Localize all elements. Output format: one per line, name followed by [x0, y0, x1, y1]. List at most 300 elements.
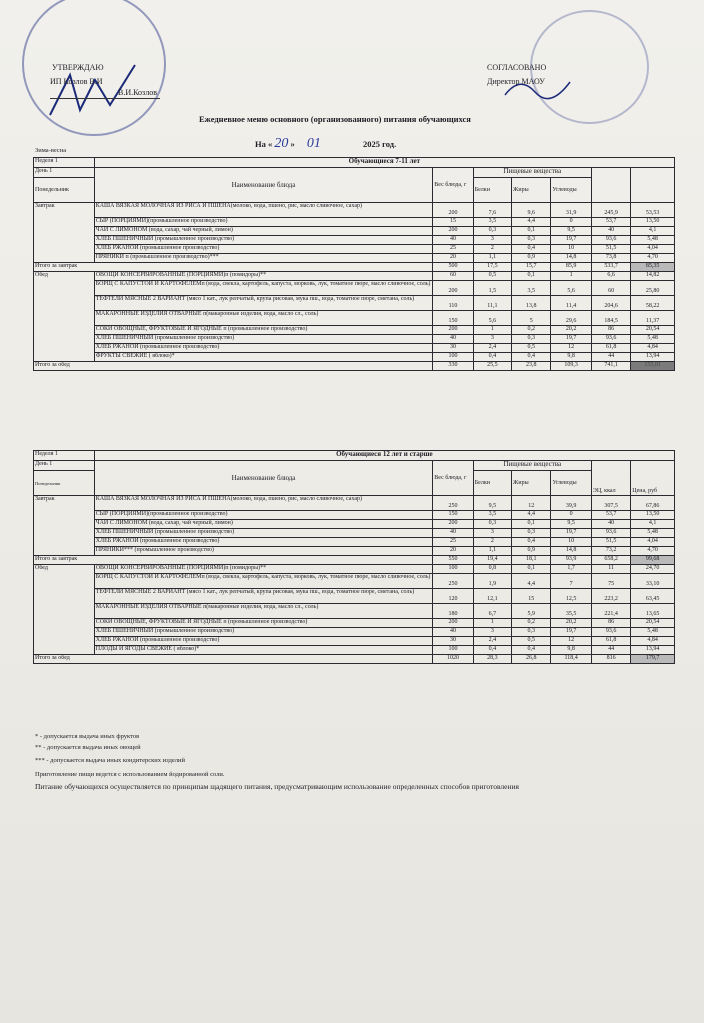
weight-cell: 200: [433, 520, 473, 529]
table-row: [34, 254, 675, 263]
energy-cell: 93,6: [591, 335, 630, 344]
table-row: [34, 628, 675, 637]
energy-cell: 93,6: [591, 628, 630, 637]
price-cell: 4,70: [631, 254, 675, 263]
menu-table-12-plus: [33, 450, 675, 664]
dish-name-cell: ТЕФТЕЛИ МЯСНЫЕ 2 ВАРИАНТ (мясо 1 кат., лук репчатый, крупа рисовая, мука пш., вода, томатное пюре, сметана, соль): [94, 589, 433, 604]
price-cell: 58,22: [631, 296, 675, 311]
carbs-cell: 12: [551, 637, 591, 646]
col-name-header: Наименование блюда: [94, 168, 433, 203]
table-row: [34, 203, 675, 218]
date-mid: »: [290, 139, 295, 149]
note-4: Приготовление пищи ведется с использованием йодированной соли.: [35, 771, 225, 778]
carbs-cell: 7: [551, 574, 591, 589]
fat-cell: 0,1: [512, 272, 551, 281]
table-row: [34, 272, 675, 281]
total-energy-cell: 658,2: [591, 556, 630, 565]
energy-cell: 204,6: [591, 296, 630, 311]
fat-cell: 4,4: [512, 218, 551, 227]
table-row: [34, 451, 675, 461]
table-row: [34, 538, 675, 547]
protein-cell: 1,1: [473, 254, 511, 263]
total-price-cell: 99,68: [631, 556, 675, 565]
dish-name-cell: ПРЯНИКИ*** (промышленное производство): [94, 547, 433, 556]
carbs-cell: 29,6: [551, 311, 591, 326]
protein-cell: 9,5: [473, 496, 511, 511]
total-weight-cell: 500: [433, 263, 473, 272]
lunch-total-12-plus: [34, 655, 675, 664]
table-row: [34, 311, 675, 326]
note-3: *** - допускается выдача иных кондитерских изделий: [35, 757, 185, 764]
price-cell: 14,82: [631, 272, 675, 281]
footer-note: Питание обучающихся осуществляется по принципам щадящего питания, предусматривающим использование определенных способов приготовления: [35, 782, 519, 791]
energy-cell: 223,2: [591, 589, 630, 604]
table-row: [34, 236, 675, 245]
weight-cell: 200: [433, 619, 473, 628]
energy-cell: 51,5: [591, 245, 630, 254]
meal-label-cell: Обед: [34, 272, 95, 362]
table-row: [34, 344, 675, 353]
total-weight-cell: 1020: [433, 655, 473, 664]
weight-cell: 15: [433, 218, 473, 227]
total-price-cell: 85,35: [631, 263, 675, 272]
weight-cell: 250: [433, 574, 473, 589]
weight-cell: 60: [433, 272, 473, 281]
table-row: [34, 335, 675, 344]
energy-cell: 184,5: [591, 311, 630, 326]
table-row: [34, 296, 675, 311]
agree-title: Директор МАОУ: [487, 77, 545, 86]
dish-name-cell: ОВОЩИ КОНСЕРВИРОВАННЫЕ (ПОРЦИЯМИ)п (помидоры)**: [94, 565, 433, 574]
carbs-cell: 11,4: [551, 296, 591, 311]
date-prefix: На «: [255, 139, 273, 149]
dish-name-cell: ХЛЕБ ПШЕНИЧНЫЙ (промышленное производство): [94, 529, 433, 538]
fat-cell: 0,1: [512, 520, 551, 529]
dish-name-cell: ХЛЕБ ПШЕНИЧНЫЙ (промышленное производство): [94, 335, 433, 344]
approve-line: [50, 98, 160, 99]
price-cell: 5,48: [631, 236, 675, 245]
total-carbs-cell: 109,3: [551, 362, 591, 371]
col-carbs-header: Углеводы: [551, 178, 591, 203]
dish-name-cell: ЧАЙ С ЛИМОНОМ (вода, сахар, чай черный, лимон): [94, 520, 433, 529]
weight-cell: 30: [433, 344, 473, 353]
fat-cell: 0,5: [512, 344, 551, 353]
breakfast-rows-12-plus: [34, 496, 675, 556]
total-row: [34, 556, 675, 565]
total-row: [34, 263, 675, 272]
breakfast-rows-7-11: [34, 203, 675, 263]
price-cell: 33,10: [631, 574, 675, 589]
fat-cell: 3,5: [512, 281, 551, 296]
weight-cell: 20: [433, 254, 473, 263]
energy-cell: 6,6: [591, 272, 630, 281]
protein-cell: 2,4: [473, 344, 511, 353]
total-label-cell: Итого за завтрак: [34, 263, 433, 272]
price-cell: 4,84: [631, 344, 675, 353]
table-row: [34, 353, 675, 362]
carbs-cell: 14,8: [551, 547, 591, 556]
carbs-cell: 5,6: [551, 281, 591, 296]
protein-cell: 1,5: [473, 281, 511, 296]
table-row: [34, 574, 675, 589]
lunch-total-7-11: [34, 362, 675, 371]
dish-name-cell: БОРЩ С КАПУСТОЙ И КАРТОФЕЛЕМп (вода, свекла, картофель, капуста, морковь, лук, томатное пюре, масло сливочное, соль): [94, 281, 433, 296]
meal-label-cell: Обед: [34, 565, 95, 655]
protein-cell: 2: [473, 538, 511, 547]
protein-cell: 0,3: [473, 227, 511, 236]
dish-name-cell: ФРУКТЫ СВЕЖИЕ ( яблоко)*: [94, 353, 433, 362]
carbs-cell: 10: [551, 245, 591, 254]
total-weight-cell: 550: [433, 556, 473, 565]
weight-cell: 200: [433, 227, 473, 236]
dish-name-cell: ХЛЕБ РЖАНОЙ (промышленное производство): [94, 344, 433, 353]
fat-cell: 0,4: [512, 646, 551, 655]
fat-cell: 0,3: [512, 236, 551, 245]
note-1: * - допускается выдача иных фруктов: [35, 733, 140, 740]
price-cell: 13,94: [631, 646, 675, 655]
dish-name-cell: МАКАРОННЫЕ ИЗДЕЛИЯ ОТВАРНЫЕ п(макаронные изделия, вода, масло сл., соль): [94, 604, 433, 619]
carbs-cell: 0: [551, 511, 591, 520]
price-cell: 63,45: [631, 589, 675, 604]
total-fat-cell: 18,1: [512, 556, 551, 565]
fat-cell: 5: [512, 311, 551, 326]
total-protein-cell: 17,5: [473, 263, 511, 272]
price-cell: 13,94: [631, 353, 675, 362]
col-carbs-header: Углеводы: [551, 471, 591, 496]
fat-cell: 12: [512, 496, 551, 511]
energy-cell: 40: [591, 520, 630, 529]
breakfast-total-7-11: [34, 263, 675, 272]
total-protein-cell: 25,5: [473, 362, 511, 371]
weight-cell: 25: [433, 538, 473, 547]
table-row: [34, 604, 675, 619]
fat-cell: 0,5: [512, 637, 551, 646]
carbs-cell: 9,5: [551, 520, 591, 529]
fat-cell: 0,9: [512, 547, 551, 556]
price-cell: 20,54: [631, 326, 675, 335]
week-cell: Неделя 1: [34, 158, 95, 168]
dish-name-cell: ХЛЕБ РЖАНОЙ (промышленное производство): [94, 245, 433, 254]
protein-cell: 3: [473, 529, 511, 538]
dish-name-cell: СЫР (ПОРЦИЯМИ)(промышленное производство): [94, 218, 433, 227]
dish-name-cell: СЫР (ПОРЦИЯМИ)(промышленное производство): [94, 511, 433, 520]
price-cell: 53,53: [631, 203, 675, 218]
weight-cell: 200: [433, 326, 473, 335]
energy-cell: 61,8: [591, 344, 630, 353]
weight-cell: 40: [433, 335, 473, 344]
col-protein-header: Белки: [473, 178, 511, 203]
menu-table-7-11: [33, 157, 675, 371]
fat-cell: 0,3: [512, 529, 551, 538]
breakfast-total-12-plus: [34, 556, 675, 565]
protein-cell: 3: [473, 236, 511, 245]
protein-cell: 3: [473, 335, 511, 344]
dish-name-cell: ПЛОДЫ И ЯГОДЫ СВЕЖИЕ ( яблоко)*: [94, 646, 433, 655]
table-row: [34, 218, 675, 227]
energy-cell: 93,6: [591, 529, 630, 538]
total-protein-cell: 19,4: [473, 556, 511, 565]
price-cell: 20,54: [631, 619, 675, 628]
table-row: [34, 547, 675, 556]
table-row: [34, 520, 675, 529]
seal-stamp-right: [530, 10, 649, 124]
weight-cell: 200: [433, 203, 473, 218]
dish-name-cell: КАША ВЯЗКАЯ МОЛОЧНАЯ ИЗ РИСА И ПШЕНА(молоко, вода, пшено, рис, масло сливочное, сахар): [94, 203, 433, 218]
total-fat-cell: 15,7: [512, 263, 551, 272]
note-2: ** - допускается выдача иных овощей: [35, 744, 141, 751]
carbs-cell: 9,8: [551, 353, 591, 362]
total-carbs-cell: 118,4: [551, 655, 591, 664]
carbs-cell: 1: [551, 272, 591, 281]
fat-cell: 4,4: [512, 574, 551, 589]
fat-cell: 0,4: [512, 245, 551, 254]
carbs-cell: 20,2: [551, 619, 591, 628]
table-row: [34, 565, 675, 574]
carbs-cell: 20,2: [551, 326, 591, 335]
total-carbs-cell: 93,9: [551, 556, 591, 565]
weight-cell: 200: [433, 281, 473, 296]
total-energy-cell: 741,1: [591, 362, 630, 371]
table-row: [34, 158, 675, 168]
lunch-rows-12-plus: [34, 565, 675, 655]
table-row: [34, 461, 675, 471]
carbs-cell: 0: [551, 218, 591, 227]
table-row: [34, 227, 675, 236]
group-title: Обучающиеся 12 лет и старше: [94, 451, 674, 461]
weight-cell: 120: [433, 589, 473, 604]
total-label-cell: Итого за завтрак: [34, 556, 433, 565]
total-price-cell: 155,01: [631, 362, 675, 371]
price-cell: 11,37: [631, 311, 675, 326]
total-label-cell: Итого за обед: [34, 655, 433, 664]
energy-cell: 73,2: [591, 547, 630, 556]
total-row: [34, 362, 675, 371]
date-month: 01: [306, 136, 321, 151]
table-row: [34, 529, 675, 538]
protein-cell: 6,7: [473, 604, 511, 619]
dish-name-cell: КАША ВЯЗКАЯ МОЛОЧНАЯ ИЗ РИСА И ПШЕНА(молоко, вода, пшено, рис, масло сливочное, сахар): [94, 496, 433, 511]
total-fat-cell: 26,8: [512, 655, 551, 664]
lunch-rows-7-11: [34, 272, 675, 362]
carbs-cell: 31,9: [551, 203, 591, 218]
date-line: [255, 136, 396, 152]
document-title: Ежедневное меню основного (организованного) питания обучающихся: [199, 114, 471, 124]
protein-cell: 7,6: [473, 203, 511, 218]
dish-name-cell: ХЛЕБ РЖАНОЙ (промышленное производство): [94, 637, 433, 646]
dish-name-cell: ХЛЕБ ПШЕНИЧНЫЙ (промышленное производство): [94, 236, 433, 245]
weight-cell: 150: [433, 311, 473, 326]
carbs-cell: 19,7: [551, 335, 591, 344]
fat-cell: 0,1: [512, 565, 551, 574]
energy-cell: 61,8: [591, 637, 630, 646]
protein-cell: 3: [473, 628, 511, 637]
dish-name-cell: ХЛЕБ ПШЕНИЧНЫЙ (промышленное производство): [94, 628, 433, 637]
energy-cell: 245,9: [591, 203, 630, 218]
protein-cell: 1,9: [473, 574, 511, 589]
protein-cell: 5,6: [473, 311, 511, 326]
fat-cell: 13,8: [512, 296, 551, 311]
group-title: Обучающиеся 7-11 лет: [94, 158, 674, 168]
week-cell: Неделя 1: [34, 451, 95, 461]
col-nutrients-header: Пищевые вещества: [473, 461, 591, 471]
price-cell: 13,50: [631, 511, 675, 520]
price-cell: 4,04: [631, 245, 675, 254]
carbs-cell: 19,7: [551, 236, 591, 245]
price-cell: 24,70: [631, 565, 675, 574]
fat-cell: 0,4: [512, 353, 551, 362]
carbs-cell: 39,9: [551, 496, 591, 511]
table-row: [34, 496, 675, 511]
blank-cell: [591, 168, 630, 203]
table-row: [34, 637, 675, 646]
weight-cell: 40: [433, 529, 473, 538]
total-energy-cell: 816: [591, 655, 630, 664]
protein-cell: 0,4: [473, 353, 511, 362]
carbs-cell: 14,8: [551, 254, 591, 263]
approve-name: В.И.Козлов: [118, 88, 157, 97]
energy-cell: 44: [591, 646, 630, 655]
fat-cell: 0,2: [512, 619, 551, 628]
fat-cell: 0,3: [512, 335, 551, 344]
dish-name-cell: ЧАЙ С ЛИМОНОМ (вода, сахар, чай черный, лимон): [94, 227, 433, 236]
meal-label-cell: Завтрак: [34, 496, 95, 556]
col-name-header: Наименование блюда: [94, 461, 433, 496]
energy-cell: 60: [591, 281, 630, 296]
protein-cell: 0,3: [473, 520, 511, 529]
dish-name-cell: МАКАРОННЫЕ ИЗДЕЛИЯ ОТВАРНЫЕ п(макаронные изделия, вода, масло сл., соль): [94, 311, 433, 326]
price-cell: 67,86: [631, 496, 675, 511]
col-protein-header: Белки: [473, 471, 511, 496]
carbs-cell: 10: [551, 538, 591, 547]
price-cell: 5,48: [631, 335, 675, 344]
col-weight-header: Вес блюда, г: [433, 168, 473, 203]
energy-cell: 73,8: [591, 254, 630, 263]
price-cell: 4,70: [631, 547, 675, 556]
table-row: [34, 245, 675, 254]
energy-cell: 86: [591, 619, 630, 628]
col-price-header: Цена, руб: [631, 461, 675, 496]
fat-cell: 0,4: [512, 538, 551, 547]
date-year: 2025 год.: [363, 139, 397, 149]
table-row: [34, 646, 675, 655]
price-cell: 4,1: [631, 520, 675, 529]
price-cell: 5,48: [631, 529, 675, 538]
protein-cell: 0,8: [473, 565, 511, 574]
approve-org: ИП Козлов В.И: [50, 77, 103, 86]
weight-cell: 40: [433, 236, 473, 245]
total-row: [34, 655, 675, 664]
total-weight-cell: 330: [433, 362, 473, 371]
protein-cell: 1,1: [473, 547, 511, 556]
protein-cell: 3,5: [473, 511, 511, 520]
season-label: Зима-весна: [35, 147, 67, 154]
total-energy-cell: 533,7: [591, 263, 630, 272]
weight-cell: 150: [433, 511, 473, 520]
fat-cell: 0,1: [512, 227, 551, 236]
protein-cell: 12,1: [473, 589, 511, 604]
protein-cell: 0,4: [473, 646, 511, 655]
col-fat-header: Жиры: [512, 471, 551, 496]
carbs-cell: 19,7: [551, 628, 591, 637]
protein-cell: 0,5: [473, 272, 511, 281]
price-cell: 13,65: [631, 604, 675, 619]
fat-cell: 15: [512, 589, 551, 604]
energy-cell: 307,5: [591, 496, 630, 511]
protein-cell: 3,5: [473, 218, 511, 227]
meal-label-cell: Завтрак: [34, 203, 95, 263]
approve-label: УТВЕРЖДАЮ: [52, 63, 104, 72]
weight-cell: 250: [433, 496, 473, 511]
energy-cell: 51,5: [591, 538, 630, 547]
col-weight-header: Вес блюда, г: [433, 461, 473, 496]
protein-cell: 1: [473, 619, 511, 628]
fat-cell: 5,9: [512, 604, 551, 619]
table-row: [34, 511, 675, 520]
total-price-cell: 179,7: [631, 655, 675, 664]
protein-cell: 1: [473, 326, 511, 335]
carbs-cell: 9,5: [551, 227, 591, 236]
col-energy-header: ЭЦ, ккал: [591, 461, 630, 496]
date-day: 20: [274, 136, 289, 151]
carbs-cell: 12,5: [551, 589, 591, 604]
price-cell: 4,04: [631, 538, 675, 547]
day-cell: День 1: [34, 461, 95, 471]
col-fat-header: Жиры: [512, 178, 551, 203]
energy-cell: 53,7: [591, 218, 630, 227]
carbs-cell: 1,7: [551, 565, 591, 574]
table-row: [34, 326, 675, 335]
energy-cell: 11: [591, 565, 630, 574]
protein-cell: 2,4: [473, 637, 511, 646]
carbs-cell: 12: [551, 344, 591, 353]
total-label-cell: Итого за обед: [34, 362, 433, 371]
total-carbs-cell: 85,9: [551, 263, 591, 272]
dish-name-cell: ТЕФТЕЛИ МЯСНЫЕ 2 ВАРИАНТ (мясо 1 кат., лук репчатый, крупа рисовая, мука пш., вода, томатное пюре, сметана, соль): [94, 296, 433, 311]
price-cell: 5,48: [631, 628, 675, 637]
total-fat-cell: 23,8: [512, 362, 551, 371]
dish-name-cell: ХЛЕБ РЖАНОЙ (промышленное производство): [94, 538, 433, 547]
dish-name-cell: ОВОЩИ КОНСЕРВИРОВАННЫЕ (ПОРЦИЯМИ)п (помидоры)**: [94, 272, 433, 281]
weight-cell: 30: [433, 637, 473, 646]
weight-cell: 100: [433, 565, 473, 574]
energy-cell: 221,4: [591, 604, 630, 619]
energy-cell: 75: [591, 574, 630, 589]
table-row: [34, 619, 675, 628]
blank-cell: [631, 168, 675, 203]
dish-name-cell: СОКИ ОВОЩНЫЕ, ФРУКТОВЫЕ И ЯГОДНЫЕ п (промышленное производство): [94, 326, 433, 335]
fat-cell: 0,3: [512, 628, 551, 637]
carbs-cell: 19,7: [551, 529, 591, 538]
price-cell: 4,1: [631, 227, 675, 236]
table-row: [34, 281, 675, 296]
weight-cell: 180: [433, 604, 473, 619]
col-nutrients-header: Пищевые вещества: [473, 168, 591, 178]
dish-name-cell: ПРЯНИКИ п (промышленное производство)***: [94, 254, 433, 263]
table-row: [34, 168, 675, 178]
fat-cell: 0,9: [512, 254, 551, 263]
price-cell: 13,50: [631, 218, 675, 227]
energy-cell: 44: [591, 353, 630, 362]
fat-cell: 0,2: [512, 326, 551, 335]
weight-cell: 100: [433, 353, 473, 362]
energy-cell: 86: [591, 326, 630, 335]
agree-label: СОГЛАСОВАНО: [487, 63, 547, 72]
weight-cell: 20: [433, 547, 473, 556]
carbs-cell: 35,5: [551, 604, 591, 619]
price-cell: 25,80: [631, 281, 675, 296]
price-cell: 4,84: [631, 637, 675, 646]
protein-cell: 2: [473, 245, 511, 254]
